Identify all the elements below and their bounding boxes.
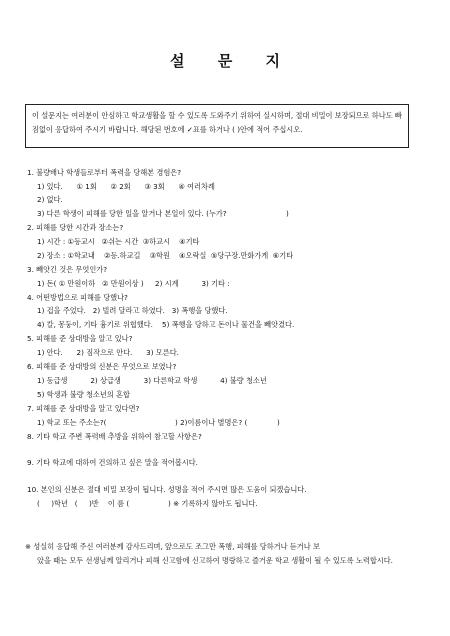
question-line: 9. 기타 학교에 대하여 건의하고 싶은 말을 적어봅시다.: [27, 458, 198, 467]
question-line: 4. 어떤방법으로 피해를 당했나?: [27, 293, 128, 302]
intro-box: 이 설문지는 여러분이 안심하고 학교생활을 할 수 있도록 도와주기 위하여 실시하며, 절대 비밀이 보장되므로 하나도 빠짐없이 응답하여 주시기 바랍니다. 해당된 번호에 ✓표를 하거나 ( )안에 적어 주십시오.: [25, 104, 409, 148]
question-line: 7. 피해를 준 상대방을 알고 있다면?: [27, 404, 140, 413]
option-line: 1) 안다. 2) 짐작으로 안다. 3) 모른다.: [37, 348, 179, 357]
option-line: 1) 있다. ① 1회 ② 2회 ③ 3회 ④ 여러차례: [37, 182, 215, 191]
question-line: 10. 본인의 신분은 절대 비밀 보장이 됩니다. 성명을 적어 주시면 많은 도움이 되겠습니다.: [27, 485, 307, 494]
question-line: 5. 피해를 준 상대방을 알고 있나?: [27, 334, 133, 343]
question-line: 2. 피해를 당한 시간과 장소는?: [27, 223, 124, 232]
option-line: 1) 돈( ① 만원이하 ② 만원이상 ) 2) 시계 3) 기타 :: [37, 279, 230, 288]
option-line: 5) 학생과 불량 청소년의 혼합: [37, 390, 130, 399]
closing-note: [25, 540, 423, 567]
option-line: 1) 동급생 2) 상급생 3) 다른학교 학생 4) 불량 청소년: [37, 376, 267, 385]
question-line: 3. 빼앗긴 것은 무엇인가?: [27, 265, 108, 274]
closing-note-first-line: ※ 성실히 응답해 주신 여러분께 감사드리며, 앞으로도 조그만 폭행, 피해를 당하거나 듣거나 보: [25, 542, 320, 551]
option-line: 4) 칼, 몽둥이, 기타 흉기로 위협했다. 5) 폭행을 당하고 돈이나 물건을 빼앗겼다.: [37, 320, 295, 329]
closing-note-rest: 았을 때는 모두 선생님께 알리거나 피해 신고함에 신고하여 명랑하고 즐거운 학교 생활이 될 수 있도록 노력합시다.: [37, 555, 393, 565]
option-line: 2) 장소 : ①학교내 ②등.하교길 ③학원 ④오락실 ⑤당구장.만화가게 ⑥기타: [37, 251, 294, 260]
option-line: 1) 학교 또는 주소는?( ) 2)이름이나 별명은? ( ): [37, 418, 280, 427]
option-line: 2) 없다.: [37, 195, 63, 204]
question-line: 6. 피해를 준 상대방의 신분은 무엇으로 보였나?: [27, 362, 177, 371]
question-line: 1. 불량배나 학생들로부터 폭력을 당해본 경험은?: [27, 168, 182, 177]
question-line: 8. 기타 학교 주변 폭력배 추방을 위하여 참고할 사항은?: [27, 432, 202, 441]
option-line: 1) 겁을 주었다. 2) 빌려 달라고 하였다. 3) 폭행을 당했다.: [37, 306, 228, 315]
option-line: 1) 시간 : ①등교시 ②쉬는 시간 ③하교시 ④기타: [37, 237, 200, 246]
option-line: ( )학년 ( )반 이 름 ( ) ※ 기록하지 않아도 됩니다.: [37, 499, 258, 508]
page-title: 설 문 지: [170, 52, 294, 70]
option-line: 3) 다른 학생이 피해를 당한 일을 알거나 본일이 있다. (누가? ): [37, 209, 289, 218]
